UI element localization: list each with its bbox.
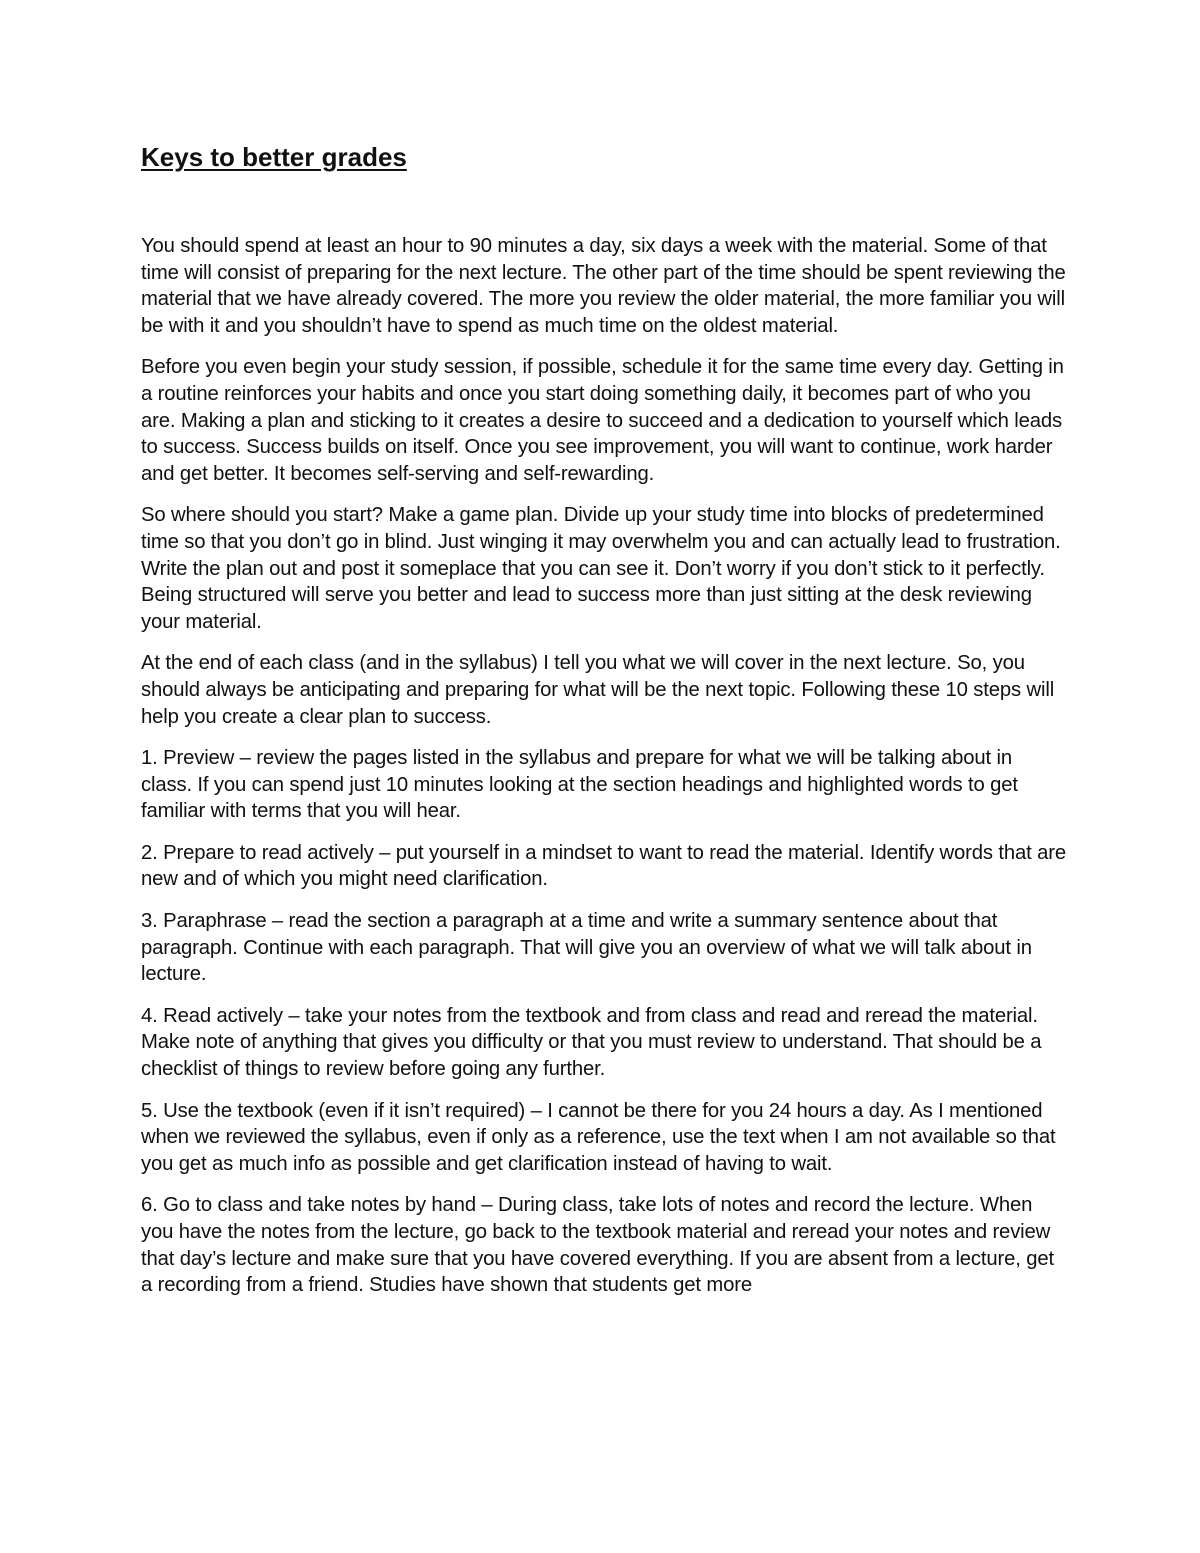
step-1-preview: 1. Preview – review the pages listed in the syllabus and prepare for what we will be talking about in class. If you can spend just 10 minutes looking at the section headings and highlighted words to get familiar with terms that you will hear.: [141, 747, 1018, 823]
paragraph-routine: Before you even begin your study session, if possible, schedule it for the same time every day. Getting in a routine reinforces your habits and once you start doing something daily, it becomes part of who you are. Making a plan and sticking to it creates a desire to succeed and a dedication to yourself which leads to success. Success builds on itself. Once you see improvement, you will want to continue, work harder and get better. It becomes self-serving and self-rewarding.: [141, 356, 1064, 485]
document-body: [141, 233, 1066, 1299]
document-content: [141, 140, 1066, 1314]
step-4-read-actively: 4. Read actively – take your notes from the textbook and from class and read and reread the material. Make note of anything that gives you difficulty or that you must review to understand. That should be a checklist of things to review before going any further.: [141, 1004, 1042, 1081]
step-6-go-to-class: 6. Go to class and take notes by hand – During class, take lots of notes and record the lecture. When you have the notes from the lecture, go back to the textbook material and reread your notes and review that day’s lecture and make sure that you have covered everything. If you are absent from a lecture, get a recording from a friend. Studies have shown that students get more: [141, 1194, 1054, 1297]
document-title: Keys to better grades: [141, 142, 407, 172]
paragraph-game-plan: So where should you start? Make a game plan. Divide up your study time into blocks of predetermined time so that you don’t go in blind. Just winging it may overwhelm you and can actually lead to frustration. Write the plan out and post it someplace that you can see it. Don’t worry if you don’t stick to it perfectly. Being structured will serve you better and lead to success more than just sitting at the desk reviewing your material.: [141, 504, 1061, 633]
paragraph-ten-steps-intro: At the end of each class (and in the syllabus) I tell you what we will cover in the next lecture. So, you should always be anticipating and preparing for what will be the next topic. Following these 10 steps will help you create a clear plan to success.: [141, 652, 1055, 728]
step-2-prepare: 2. Prepare to read actively – put yourself in a mindset to want to read the material. Identify words that are new and of which you might need clarification.: [141, 841, 1066, 891]
step-3-paraphrase: 3. Paraphrase – read the section a paragraph at a time and write a summary sentence about that paragraph. Continue with each paragraph. That will give you an overview of what we will talk about in lecture.: [141, 910, 1032, 986]
step-5-textbook: 5. Use the textbook (even if it isn’t required) – I cannot be there for you 24 hours a day. As I mentioned when we reviewed the syllabus, even if only as a reference, use the text when I am not available so that you get as much info as possible and get clarification instead of having to wait.: [141, 1099, 1056, 1175]
paragraph-intro: You should spend at least an hour to 90 minutes a day, six days a week with the material. Some of that time will consist of preparing for the next lecture. The other part of the time should be spent reviewing the material that we have already covered. The more you review the older material, the more familiar you will be with it and you shouldn’t have to spend as much time on the oldest material.: [141, 235, 1066, 337]
